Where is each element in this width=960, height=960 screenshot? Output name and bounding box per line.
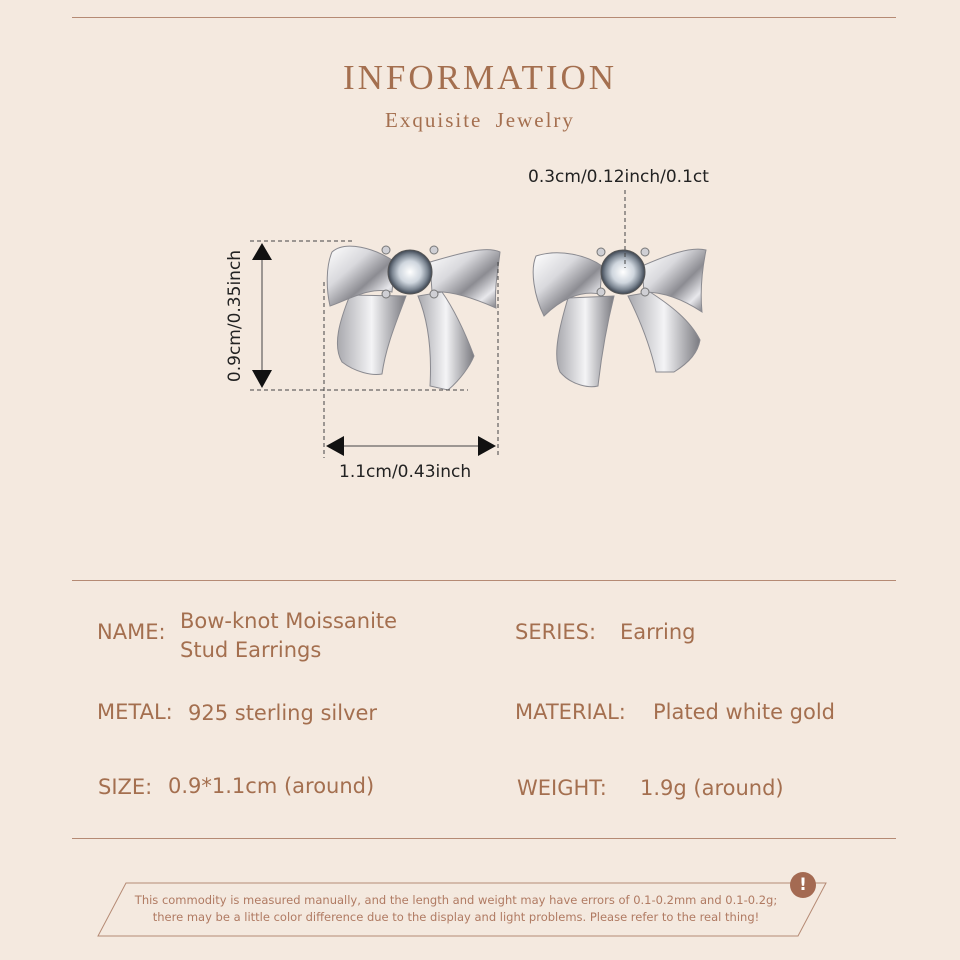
material-label: MATERIAL: [515,700,626,724]
height-arrow-top [252,243,272,260]
earrings-illustration [0,150,960,670]
series-label: SERIES: [515,620,597,644]
series-value: Earring [620,620,696,644]
name-value-line1: Bow-knot Moissanite [180,609,398,633]
metal-label: METAL: [97,700,173,724]
disclaimer-line1: This commodity is measured manually, and the length and weight may have errors of 0.1-0.2mm and 0.1-0.2g; [134,893,778,907]
disclaimer-line2: there may be a little color difference due to the display and light problems. Please refer to the real thing! [152,910,760,924]
stone-size-label: 0.3cm/0.12inch/0.1ct [528,167,709,187]
left-bow-tail-left [337,295,406,375]
disclaimer-banner [96,882,828,937]
left-earring [327,246,500,390]
width-arrow-left [326,436,344,456]
bottom-divider [72,838,896,839]
left-gem [388,250,432,294]
metal-value: 925 sterling silver [188,701,378,725]
page-title: INFORMATION [342,58,618,97]
size-label: SIZE: [98,775,153,799]
name-label: NAME: [97,620,166,644]
right-earring [533,248,706,387]
left-bow-tail-right [418,292,474,390]
size-value: 0.9*1.1cm (around) [168,774,375,798]
width-arrow-right [478,436,496,456]
width-label: 1.1cm/0.43inch [339,462,472,482]
height-label: 0.9cm/0.35inch [225,249,245,383]
middle-divider [72,580,896,581]
weight-label: WEIGHT: [517,776,607,800]
top-divider [72,17,896,18]
right-bow-tail-left [557,296,614,387]
right-gem [601,250,645,294]
height-arrow-bottom [252,370,272,388]
disclaimer-text [96,892,816,926]
material-value: Plated white gold [653,700,836,724]
page-subtitle: Exquisite Jewelry [385,108,575,132]
name-value-line2: Stud Earrings [180,638,322,662]
weight-value: 1.9g (around) [640,776,784,800]
exclamation-icon: ! [790,872,816,898]
